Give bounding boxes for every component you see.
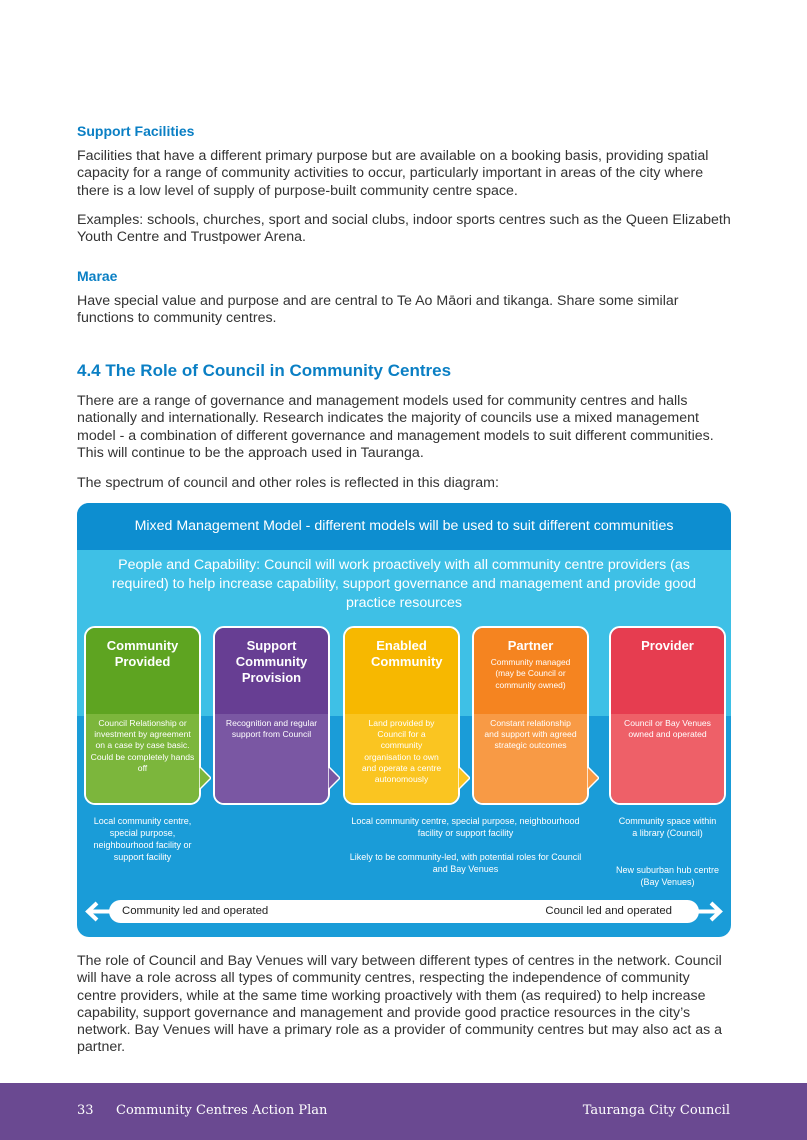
chevron-right-icon	[458, 626, 470, 805]
role-partner	[472, 626, 589, 805]
section-4-4-heading: 4.4 The Role of Council in Community Centres	[77, 361, 452, 380]
below-middle-note-2: Likely to be community-led, with potential roles for Council and Bay Venues	[349, 852, 582, 875]
role-community-provided	[84, 626, 201, 805]
role-title: Partner	[507, 638, 554, 653]
spectrum-right-label: Council led and operated	[545, 905, 672, 917]
support-facilities-heading: Support Facilities	[77, 123, 195, 139]
closing-paragraph: The role of Council and Bay Venues will vary between different types of centres in the network. Council will have a role across all types of community centres, respecting the independence of community centre providers, while at the same time working proactively with them (as required) to help increase capability, support governance and management and provide good practice resources in the city’s network. Bay Venues will have a primary role as a provider of community centres but may also act as a partner.	[77, 953, 723, 1056]
below-right-note: Community space within a library (Council)	[618, 816, 717, 839]
support-facilities-paragraph: Facilities that have a different primary purpose but are available on a booking basis, providing spatial capacity for a range of community activities to occur, particularly important in areas of the city where there is a low level of supply of purpose-built community centre space.	[77, 148, 709, 199]
support-facilities-examples: Examples: schools, churches, sport and social clubs, indoor sports centres such as the Queen Elizabeth Youth Centre and Trustpower Arena.	[77, 212, 731, 246]
mixed-management-diagram	[77, 503, 731, 937]
marae-paragraph: Have special value and purpose and are central to Te Ao Māori and tikanga. Share some similar functions to community centres.	[77, 293, 679, 327]
mixed-management-band: Mixed Management Model - different models will be used to suit different communities	[77, 503, 731, 550]
role-paragraph: There are a range of governance and management models used for community centres and halls nationally and internationally. Research indicates the majority of councils use a mixed management model - a combination of different governance and management models to suit different communities. This will continue to be the approach used in Tauranga.	[77, 393, 714, 461]
role-title: Enabled Community	[371, 638, 443, 669]
role-support-community-provision	[213, 626, 330, 805]
organisation-name: Tauranga City Council	[582, 1103, 730, 1118]
page-footer	[0, 1083, 807, 1140]
people-capability-band: People and Capability: Council will work proactively with all community centre providers (as required) to help increase capability, support governance and management and provide good practice resources	[111, 557, 697, 611]
below-right-note-2: New suburban hub centre (Bay Venues)	[615, 865, 720, 888]
role-title: Community Provided	[106, 638, 179, 669]
chevron-right-icon	[199, 626, 211, 805]
role-description: Land provided by Council for a community organisation to own and operate a centre autonomously	[361, 718, 442, 785]
role-title: Provider	[641, 638, 694, 653]
document-title: Community Centres Action Plan	[116, 1103, 328, 1118]
spectrum-intro: The spectrum of council and other roles is reflected in this diagram:	[77, 475, 499, 491]
marae-heading: Marae	[77, 268, 118, 284]
role-title: Support Community Provision	[235, 638, 308, 685]
arrow-right-icon	[695, 900, 725, 923]
below-middle-note: Local community centre, special purpose, neighbourhood facility or support facility	[351, 816, 580, 839]
spectrum-left-label: Community led and operated	[122, 905, 269, 917]
role-description: Council or Bay Venues owned and operated	[624, 718, 711, 740]
role-enabled-community	[343, 626, 460, 805]
arrow-left-icon	[83, 900, 113, 923]
page-number: 33	[77, 1103, 94, 1118]
role-subtitle: Community managed (may be Council or community owned)	[490, 657, 571, 690]
role-description: Council Relationship or investment by agreement on a case by case basic. Could be completely hands off	[90, 718, 195, 773]
role-provider	[609, 626, 726, 805]
below-left-note: Local community centre, special purpose, neighbourhood facility or support facility	[93, 816, 192, 863]
role-description: Recognition and regular support from Council	[225, 718, 318, 740]
role-description: Constant relationship and support with agreed strategic outcomes	[484, 718, 577, 751]
chevron-right-icon	[587, 626, 599, 805]
chevron-right-icon	[328, 626, 340, 805]
